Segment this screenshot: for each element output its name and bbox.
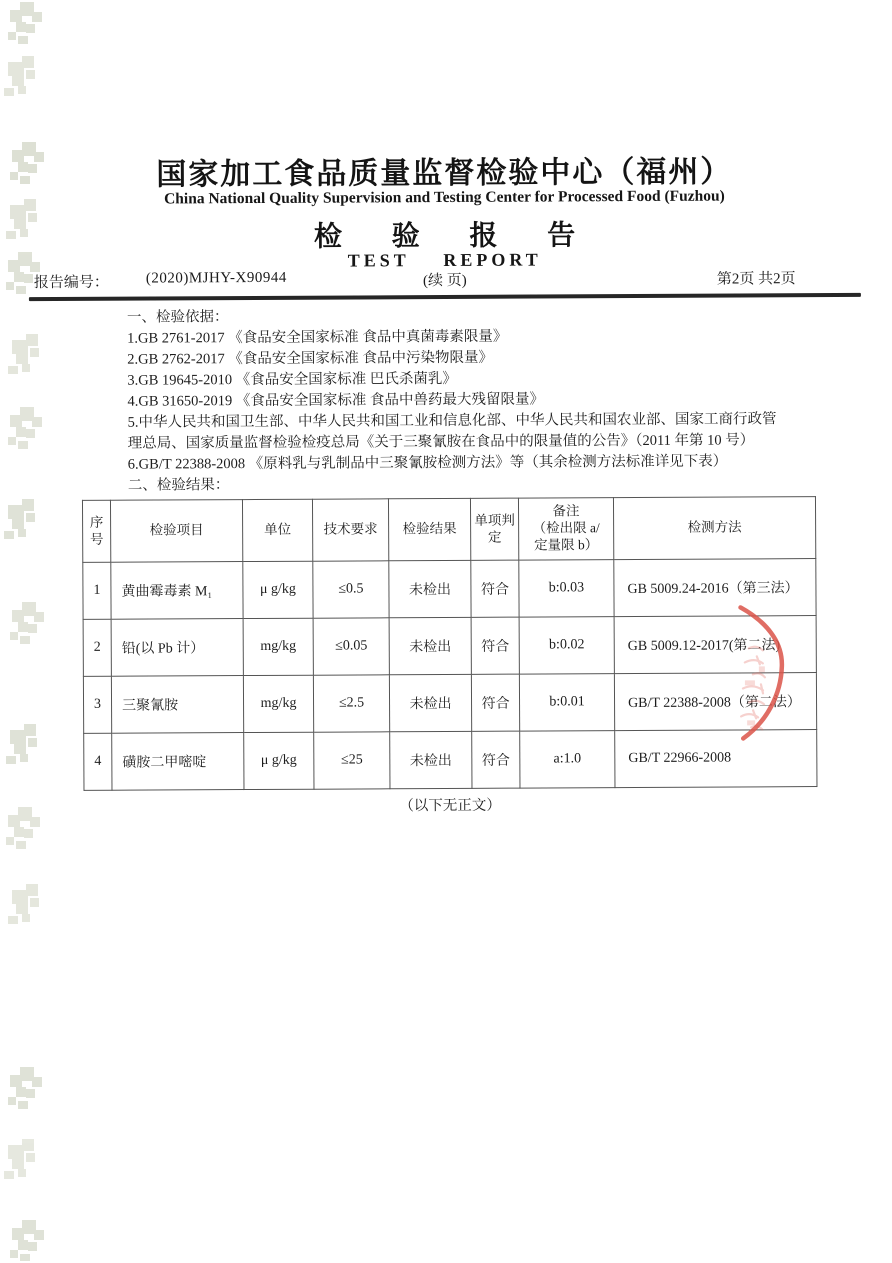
report-title-cn: 检 验 报 告 <box>313 219 590 252</box>
table-cell: ≤0.05 <box>313 618 389 675</box>
table-cell: 磺胺二甲嘧啶 <box>112 733 244 791</box>
table-cell: a:1.0 <box>520 731 615 788</box>
column-header: 检验结果 <box>388 498 470 560</box>
results-body <box>83 559 817 791</box>
column-header: 单位 <box>242 499 312 561</box>
column-header: 单项判定 <box>470 498 518 560</box>
table-cell: 符合 <box>471 560 519 617</box>
report-no-label: 报告编号： <box>33 274 109 292</box>
report-no-value: (2020)MJHY-X90944 <box>145 269 287 287</box>
table-cell: 符合 <box>471 617 519 674</box>
results-header-row <box>82 497 815 563</box>
basis-item: 1.GB 2761-2017 《食品安全国家标准 食品中真菌毒素限量》 <box>127 328 508 347</box>
basis-section <box>127 304 785 496</box>
table-cell: ≤0.5 <box>313 561 389 618</box>
table-cell: 3 <box>83 676 111 733</box>
basis-section-title: 一、检验依据： <box>126 309 229 326</box>
center-name-en: China National Quality Supervision and Testing Center for Processed Food (Fuzhou) <box>164 187 725 208</box>
basis-item: 2.GB 2762-2017 《食品安全国家标准 食品中污染物限量》 <box>127 349 494 368</box>
table-cell: 符合 <box>472 731 520 788</box>
end-of-text-note: （以下无正文） <box>399 797 501 815</box>
results-table <box>82 496 818 791</box>
column-header: 检测方法 <box>613 497 815 560</box>
table-row <box>83 559 816 620</box>
table-cell: 三聚氰胺 <box>111 676 243 734</box>
results-section-title: 二、检验结果： <box>127 477 230 494</box>
table-cell: ≤2.5 <box>313 675 389 732</box>
basis-item: 4.GB 31650-2019 《食品安全国家标准 食品中兽药最大残留限量》 <box>127 391 544 410</box>
column-header: 技术要求 <box>312 499 388 561</box>
table-row <box>83 673 816 734</box>
table-cell: 未检出 <box>389 617 471 674</box>
report-title-en: TEST REPORT <box>347 249 542 271</box>
table-row <box>84 730 817 791</box>
table-cell: 未检出 <box>389 560 471 617</box>
table-cell: b:0.01 <box>519 674 614 731</box>
table-row <box>83 616 816 677</box>
table-cell: 铅(以 Pb 计） <box>111 619 243 677</box>
table-cell: GB 5009.12-2017(第二法) <box>614 616 816 674</box>
table-cell: μ g/kg <box>243 561 313 618</box>
report-meta-row <box>0 267 891 294</box>
table-cell: GB 5009.24-2016（第三法） <box>614 559 816 617</box>
table-cell: b:0.02 <box>519 617 614 674</box>
basis-item: 5.中华人民共和国卫生部、中华人民共和国工业和信息化部、中华人民共和国农业部、国家工商行政管理总局、国家质量监督检验检疫总局《关于三聚氰胺在食品中的限量值的公告》（2011 年第 10 号） <box>127 411 777 452</box>
header-divider-rule <box>29 293 861 301</box>
table-cell: mg/kg <box>243 618 313 675</box>
table-cell: GB/T 22388-2008（第二法） <box>614 673 816 731</box>
column-header: 序号 <box>82 500 110 562</box>
column-header: 检验项目 <box>110 500 242 563</box>
table-cell: mg/kg <box>243 675 313 732</box>
table-cell: 黄曲霉毒素 M₁ <box>111 562 243 620</box>
table-cell: μ g/kg <box>244 732 314 789</box>
table-cell: 2 <box>83 619 111 676</box>
continued-page-note: (续 页) <box>422 272 467 290</box>
table-cell: 符合 <box>471 674 519 731</box>
table-cell: 未检出 <box>390 731 472 788</box>
table-cell: 未检出 <box>389 674 471 731</box>
basis-item: 3.GB 19645-2010 《食品安全国家标准 巴氏杀菌乳》 <box>127 370 457 389</box>
table-cell: b:0.03 <box>519 560 614 617</box>
basis-item: 6.GB/T 22388-2008 《原料乳与乳制品中三聚氰胺检测方法》等（其余检测方法标准详见下表） <box>127 453 728 473</box>
table-cell: ≤25 <box>314 732 390 789</box>
table-cell: GB/T 22966-2008 <box>615 730 817 788</box>
center-name-cn: 国家加工食品质量监督检验中心（福州） <box>156 155 733 192</box>
table-cell: 1 <box>83 562 111 619</box>
page-number-info: 第2页 共2页 <box>716 271 796 288</box>
column-header: 备注 （检出限 a/ 定量限 b） <box>518 498 613 560</box>
table-cell: 4 <box>84 733 112 790</box>
